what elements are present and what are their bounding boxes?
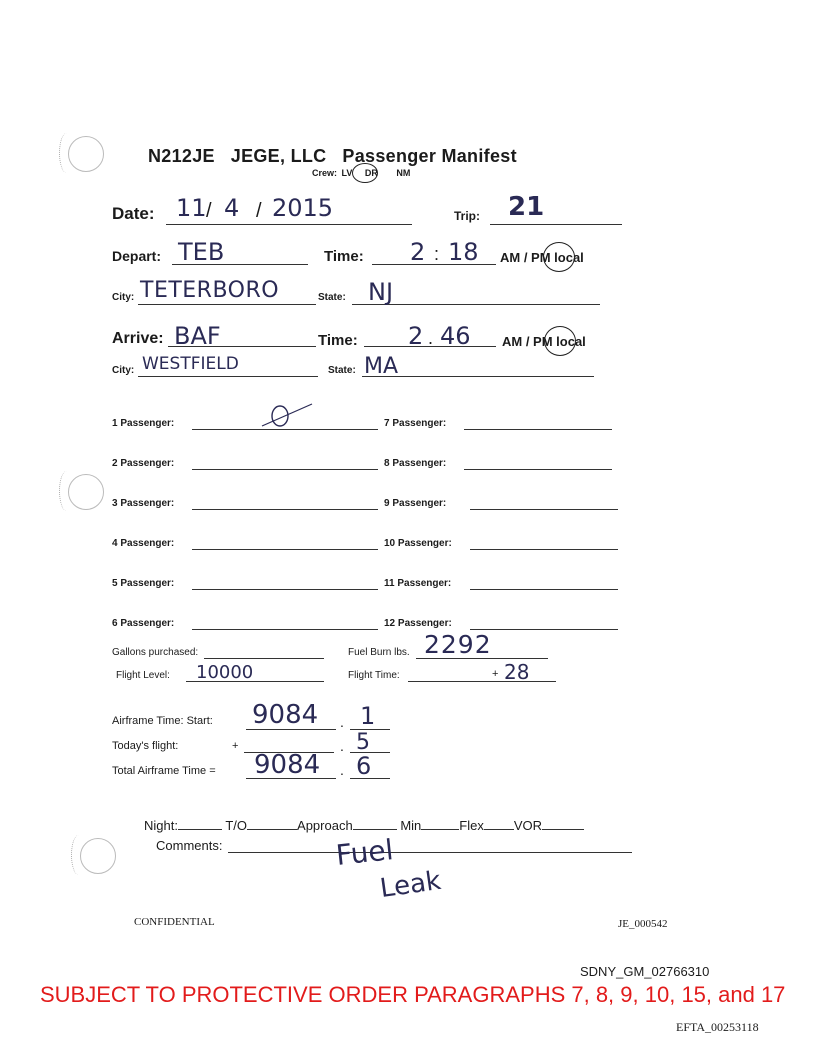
trip-number: 21 bbox=[508, 192, 545, 222]
passenger-label-4: 4 Passenger: bbox=[112, 538, 175, 549]
crew-dr: DR bbox=[364, 168, 378, 178]
confidential-stamp: CONFIDENTIAL bbox=[134, 916, 215, 928]
arrive-state: MA bbox=[364, 354, 399, 379]
airframe-start-tenth: 1 bbox=[360, 702, 376, 730]
passenger-label-3: 3 Passenger: bbox=[112, 498, 175, 509]
efta-number: EFTA_00253118 bbox=[676, 1020, 759, 1034]
comments-label: Comments: bbox=[156, 838, 223, 853]
flight-time-value: 28 bbox=[504, 660, 530, 684]
night-label: Night: bbox=[144, 818, 178, 833]
passenger-line-5 bbox=[192, 589, 378, 590]
passenger-label-5: 5 Passenger: bbox=[112, 578, 175, 589]
company-name: JEGE, LLC bbox=[230, 146, 327, 166]
min-label: Min bbox=[400, 818, 422, 833]
arrive-city-label: City: bbox=[112, 365, 135, 376]
depart-minute: 18 bbox=[448, 238, 479, 266]
manifest-title bbox=[148, 146, 517, 167]
vor-label: VOR bbox=[513, 818, 542, 833]
depart-city: TETERBORO bbox=[140, 278, 280, 303]
airframe-start-label: Airframe Time: Start: bbox=[112, 715, 213, 727]
night-row bbox=[144, 818, 584, 833]
depart-city-label: City: bbox=[112, 292, 135, 303]
arrive-city: WESTFIELD bbox=[142, 354, 239, 374]
arrive-hour: 2 bbox=[408, 322, 424, 350]
passenger-label-1: 1 Passenger: bbox=[112, 418, 175, 429]
passenger-line-3 bbox=[192, 509, 378, 510]
depart-state: NJ bbox=[368, 278, 394, 306]
passenger-line-6 bbox=[192, 629, 378, 630]
total-airframe-label: Total Airframe Time = bbox=[112, 765, 216, 777]
passenger-1-slash-zero bbox=[250, 400, 320, 430]
arrive-minute: 46 bbox=[440, 322, 471, 350]
passenger-line-8 bbox=[464, 469, 612, 470]
arrive-pm-circle bbox=[544, 326, 576, 356]
passenger-label-9: 9 Passenger: bbox=[384, 498, 447, 509]
depart-airport: TEB bbox=[178, 238, 225, 266]
punch-hole-top bbox=[68, 136, 104, 172]
crew-nm: NM bbox=[396, 168, 411, 178]
total-airframe-tenth: 6 bbox=[356, 752, 372, 780]
arrive-ampm: AM / PM local bbox=[502, 334, 586, 349]
depart-ampm: AM / PM local bbox=[500, 250, 584, 265]
arrive-state-label: State: bbox=[328, 365, 356, 376]
passenger-line-9 bbox=[470, 509, 618, 510]
date-month: 11 bbox=[176, 194, 207, 222]
depart-pm-circle bbox=[543, 242, 575, 272]
approach-label: Approach bbox=[297, 818, 353, 833]
depart-hour: 2 bbox=[410, 238, 426, 266]
passenger-line-10 bbox=[470, 549, 618, 550]
passenger-label-11: 11 Passenger: bbox=[384, 578, 452, 589]
fuel-burn-label: Fuel Burn lbs. bbox=[348, 647, 410, 658]
punch-hole-middle bbox=[68, 474, 104, 510]
flex-label: Flex bbox=[459, 818, 484, 833]
depart-time-label: Time: bbox=[324, 248, 364, 265]
passenger-line-7 bbox=[464, 429, 612, 430]
flight-level-label: Flight Level: bbox=[116, 670, 170, 681]
passenger-line-11 bbox=[470, 589, 618, 590]
passenger-label-8: 8 Passenger: bbox=[384, 458, 447, 469]
gallons-label: Gallons purchased: bbox=[112, 647, 199, 658]
todays-flight-label: Today's flight: bbox=[112, 740, 179, 752]
crew-row: Crew: LV DR NM bbox=[312, 168, 411, 178]
passenger-line-12 bbox=[470, 629, 618, 630]
passenger-line-2 bbox=[192, 469, 378, 470]
document-title: Passenger Manifest bbox=[342, 146, 517, 166]
flight-level-value: 10000 bbox=[196, 662, 254, 683]
depart-label: Depart: bbox=[112, 248, 162, 264]
fuel-burn-value: 2292 bbox=[424, 630, 492, 659]
arrive-time-label: Time: bbox=[318, 332, 358, 349]
tail-number: N212JE bbox=[148, 146, 215, 166]
comment-fuel: Fuel bbox=[334, 833, 395, 872]
to-label: T/O bbox=[225, 818, 248, 833]
airframe-start-whole: 9084 bbox=[252, 700, 319, 730]
protective-order-notice: SUBJECT TO PROTECTIVE ORDER PARAGRAPHS 7, 8, 9, 10, 15, and 17 bbox=[40, 982, 786, 1007]
sdny-bates-number: SDNY_GM_02766310 bbox=[580, 964, 710, 979]
passenger-label-6: 6 Passenger: bbox=[112, 618, 175, 629]
passenger-label-12: 12 Passenger: bbox=[384, 618, 452, 629]
date-day: 4 bbox=[224, 194, 240, 222]
date-year: 2015 bbox=[272, 194, 334, 222]
trip-label: Trip: bbox=[454, 209, 480, 223]
depart-state-label: State: bbox=[318, 292, 346, 303]
arrive-label: Arrive: bbox=[112, 330, 164, 347]
passenger-line-4 bbox=[192, 549, 378, 550]
passenger-label-10: 10 Passenger: bbox=[384, 538, 452, 549]
passenger-label-7: 7 Passenger: bbox=[384, 418, 447, 429]
todays-flight-tenth: 5 bbox=[356, 730, 370, 755]
total-airframe-whole: 9084 bbox=[254, 750, 321, 780]
punch-hole-bottom bbox=[80, 838, 116, 874]
comment-leak: Leak bbox=[378, 865, 443, 905]
arrive-airport: BAF bbox=[174, 322, 221, 350]
je-bates-number: JE_000542 bbox=[618, 918, 668, 930]
crew-lv: LV bbox=[341, 168, 353, 178]
date-label: Date: bbox=[112, 204, 155, 223]
crew-selected-circle bbox=[352, 163, 378, 183]
flight-time-label: Flight Time: bbox=[348, 670, 400, 681]
passenger-label-2: 2 Passenger: bbox=[112, 458, 175, 469]
